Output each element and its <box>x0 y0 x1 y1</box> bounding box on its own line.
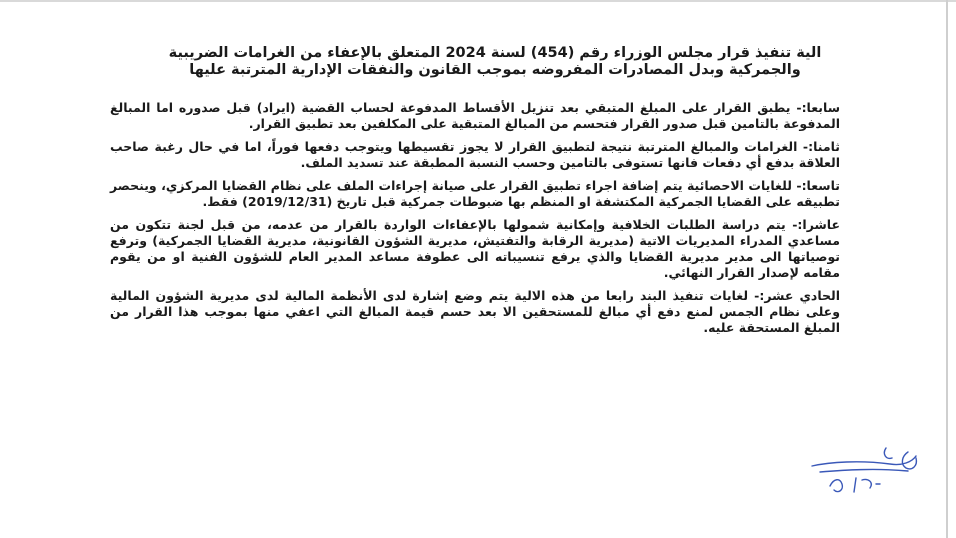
paragraph-text: للغايات الاحصائية يتم إضافة اجراء تطبيق القرار على صيانة إجراءات الملف على نظام القضايا المركزي، وينحصر تطبيقه على القضايا الجمركية المكتشفة او المنظم بها ضبوطات جمركية قبل تاريخ (2019/12/31) فقط. <box>110 177 840 210</box>
document-title: الية تنفيذ قرار مجلس الوزراء رقم (454) لسنة 2024 المتعلق بالإعفاء من الغرامات الضريبية والجمركية وبدل المصادرات المفروضه بموجب القانون والنفقات الإدارية المترتبة عليها <box>168 45 822 78</box>
paragraph-tenth <box>110 217 840 282</box>
scan-top-edge <box>0 0 956 2</box>
paragraph-text: الغرامات والمبالغ المترتبة نتيجة لتطبيق القرار لا يجوز تقسيطها ويتوجب دفعها فوراً، اما في حال رغبة صاحب العلاقة بدفع أي دفعات فانها تستوفى بالتامين وحسب النسبة المطبقة عند تسديد الملف. <box>110 138 840 171</box>
paragraph-lead: الحادي عشر:- <box>754 288 841 304</box>
paragraph-text: يطبق القرار على المبلغ المتبقي بعد تنزيل الأقساط المدفوعة لحساب القضية (ايراد) قبل صدوره اما المبالغ المدفوعة بالتامين قبل صدور القرار فتحسم من المبالغ المتبقية على المكلفين بعد تطبيق القرار. <box>110 100 840 132</box>
handwritten-signature <box>790 438 930 498</box>
paragraph-eighth <box>110 139 840 171</box>
document-body <box>110 100 840 343</box>
paragraph-lead: عاشرا:- <box>792 216 840 232</box>
paragraph-lead: تاسعا:- <box>796 177 840 193</box>
paragraph-seventh <box>110 100 840 132</box>
paragraph-ninth <box>110 178 840 210</box>
paragraph-lead: ثامنا:- <box>802 138 840 154</box>
paragraph-eleventh <box>110 288 840 337</box>
paragraph-text: لغايات تنفيذ البند رابعا من هذه الالية يتم وضع إشارة لدى الأنظمة المالية لدى مديرية الشؤون المالية وعلى نظام الجمس لمنع دفع أي مبالغ للمستحقين الا بعد حسم قيمة المبالغ التي اعفي منها بموجب هذا القرار من المبلغ المستحقة عليه. <box>110 288 840 336</box>
scan-right-edge <box>946 0 948 538</box>
paragraph-text: يتم دراسة الطلبات الخلافية وإمكانية شمولها بالإعفاءات الواردة بالقرار من عدمه، من قبل لجنة تتكون من مساعدي المدراء المديريات الاتية (مديرية الرقابة والتفتيش، مديرية الشؤون القانونية، مديرية القضايا الجمركية) وترفع توصياتها الى مدير مديرية القضايا والذي يرفع تنسيباته الى عطوفة مساعد المدير العام للشؤون الفنية او من يقوم مقامه لإصدار القرار النهائي. <box>110 216 840 281</box>
paragraph-lead: سابعا:- <box>796 100 840 115</box>
